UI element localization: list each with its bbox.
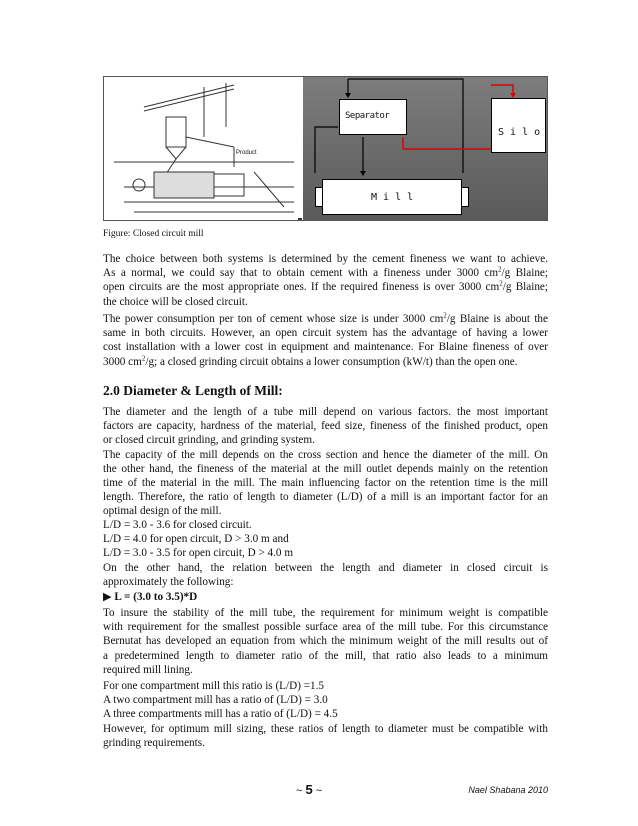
para2-line1: The power consumption per ton of cement whose size is under 3000 $cm^2/g$ Blaine is about the xyxy=(103,311,548,325)
compartment-line: A two compartment mill has a ratio of (L/D) = 3.0 xyxy=(103,694,328,707)
para2-line4: 3000 $cm^2/g$; a closed grinding circuit obtains a lower consumption (kW/t) than the open one. xyxy=(103,353,518,368)
para2-line3: cost installation with a lower cost in equipment and maintenance. For Blaine fineness of over xyxy=(103,341,548,354)
para6-line: with requirement for the smallest possible surface area of the mill tube. For this circumstance xyxy=(103,621,548,634)
para5-line: On the other hand, the relation between the length and diameter in closed circuit is xyxy=(103,561,548,574)
para1-line1: The choice between both systems is determined by the cement fineness we want to achieve. xyxy=(103,253,548,265)
ratio-line: L/D = 3.0 - 3.5 for open circuit, D > 4.0 m xyxy=(103,547,294,560)
para4-line: time of the material in the mill. The main influencing factor on the retention time is the mill xyxy=(103,477,548,490)
formula-line: ▶ L = (3.0 to 3.5)*D xyxy=(103,591,198,603)
closed-circuit-figure xyxy=(103,76,548,221)
para6-line: a predetermined length to diameter ratio of the mill, that ratio also leads to a minimum xyxy=(103,649,548,662)
para6-line: To insure the stability of the mill tube, the requirement for minimum weight is compatible xyxy=(103,607,548,619)
compartment-line: For one compartment mill this ratio is (L/D) =1.5 xyxy=(103,680,325,692)
product-label: Product xyxy=(236,150,257,156)
silo-label: S i l o xyxy=(498,127,541,138)
para5-line: approximately the following: xyxy=(103,575,234,588)
page-number: ~ 5 ~ xyxy=(296,782,323,797)
para4-line: The capacity of the mill depends on the cross section and hence the diameter of the mill. On xyxy=(103,448,548,461)
paragraph-choice xyxy=(103,252,548,309)
para7-line: grinding requirements. xyxy=(103,736,205,749)
mill-plant-drawing xyxy=(104,77,302,220)
compartment-line: A three compartments mill has a ratio of (L/D) = 4.5 xyxy=(103,708,338,721)
para3-line: factors are capacity, hardness of the material, feed size, fineness of the finished product, open xyxy=(103,420,548,433)
flow-diagram xyxy=(303,77,547,220)
figure-separator-dash xyxy=(298,218,302,220)
paragraph-factors xyxy=(103,405,548,519)
paragraph-stability xyxy=(103,606,548,677)
para1-line2: As a normal, we could say that to obtain cement with a fineness under 3000 $cm^2/g$ Blaine; xyxy=(103,265,548,280)
ratio-list xyxy=(103,518,548,589)
compartment-list xyxy=(103,679,548,750)
para4-line: optimal design of the mill. xyxy=(103,505,222,518)
ratio-line: L/D = 4.0 for open circuit, D > 3.0 m and xyxy=(103,533,289,546)
para4-line: the other hand, the fineness of the material at the mill outlet depends mainly on the retention xyxy=(103,462,548,475)
separator-label: Separator xyxy=(345,111,390,121)
ratio-line: L/D = 3.0 - 3.6 for closed circuit. xyxy=(103,519,252,531)
para3-line: or closed circuit grinding, and grinding system. xyxy=(103,434,315,447)
section-heading: 2.0 Diameter & Length of Mill: xyxy=(103,383,283,398)
paragraph-power xyxy=(103,312,548,369)
plant-line-drawing xyxy=(104,77,302,220)
para4-line: length. Therefore, the ratio of length to diameter (L/D) of a mill is an important factor for an xyxy=(103,491,548,504)
mill-label: M i l l xyxy=(371,192,414,203)
para2-line2: same in both circuits. However, an open circuit system has the advantage of having a lower xyxy=(103,327,548,340)
para6-line: Bernutat has developed an equation from which the minimum weight of the mill results out of xyxy=(103,635,548,648)
para3-line: The diameter and the length of a tube mill depend on various factors. the most important xyxy=(103,406,548,418)
figure-caption: Figure: Closed circuit mill xyxy=(103,229,204,239)
footer-author: Nael Shabana 2010 xyxy=(468,785,548,795)
para6-line: required mill lining. xyxy=(103,663,193,676)
mill-outlet xyxy=(461,187,469,207)
mill-inlet xyxy=(315,187,323,207)
para7-line: However, for optimum mill sizing, these ratios of length to diameter must be compatible with xyxy=(103,722,548,735)
para1-line3: open circuits are the most appropriate ones. If the required fineness is over 3000 $cm^2/g$ Blaine; xyxy=(103,279,549,294)
silo-box xyxy=(491,98,546,153)
para1-line4: the choice will be closed circuit. xyxy=(103,295,248,308)
